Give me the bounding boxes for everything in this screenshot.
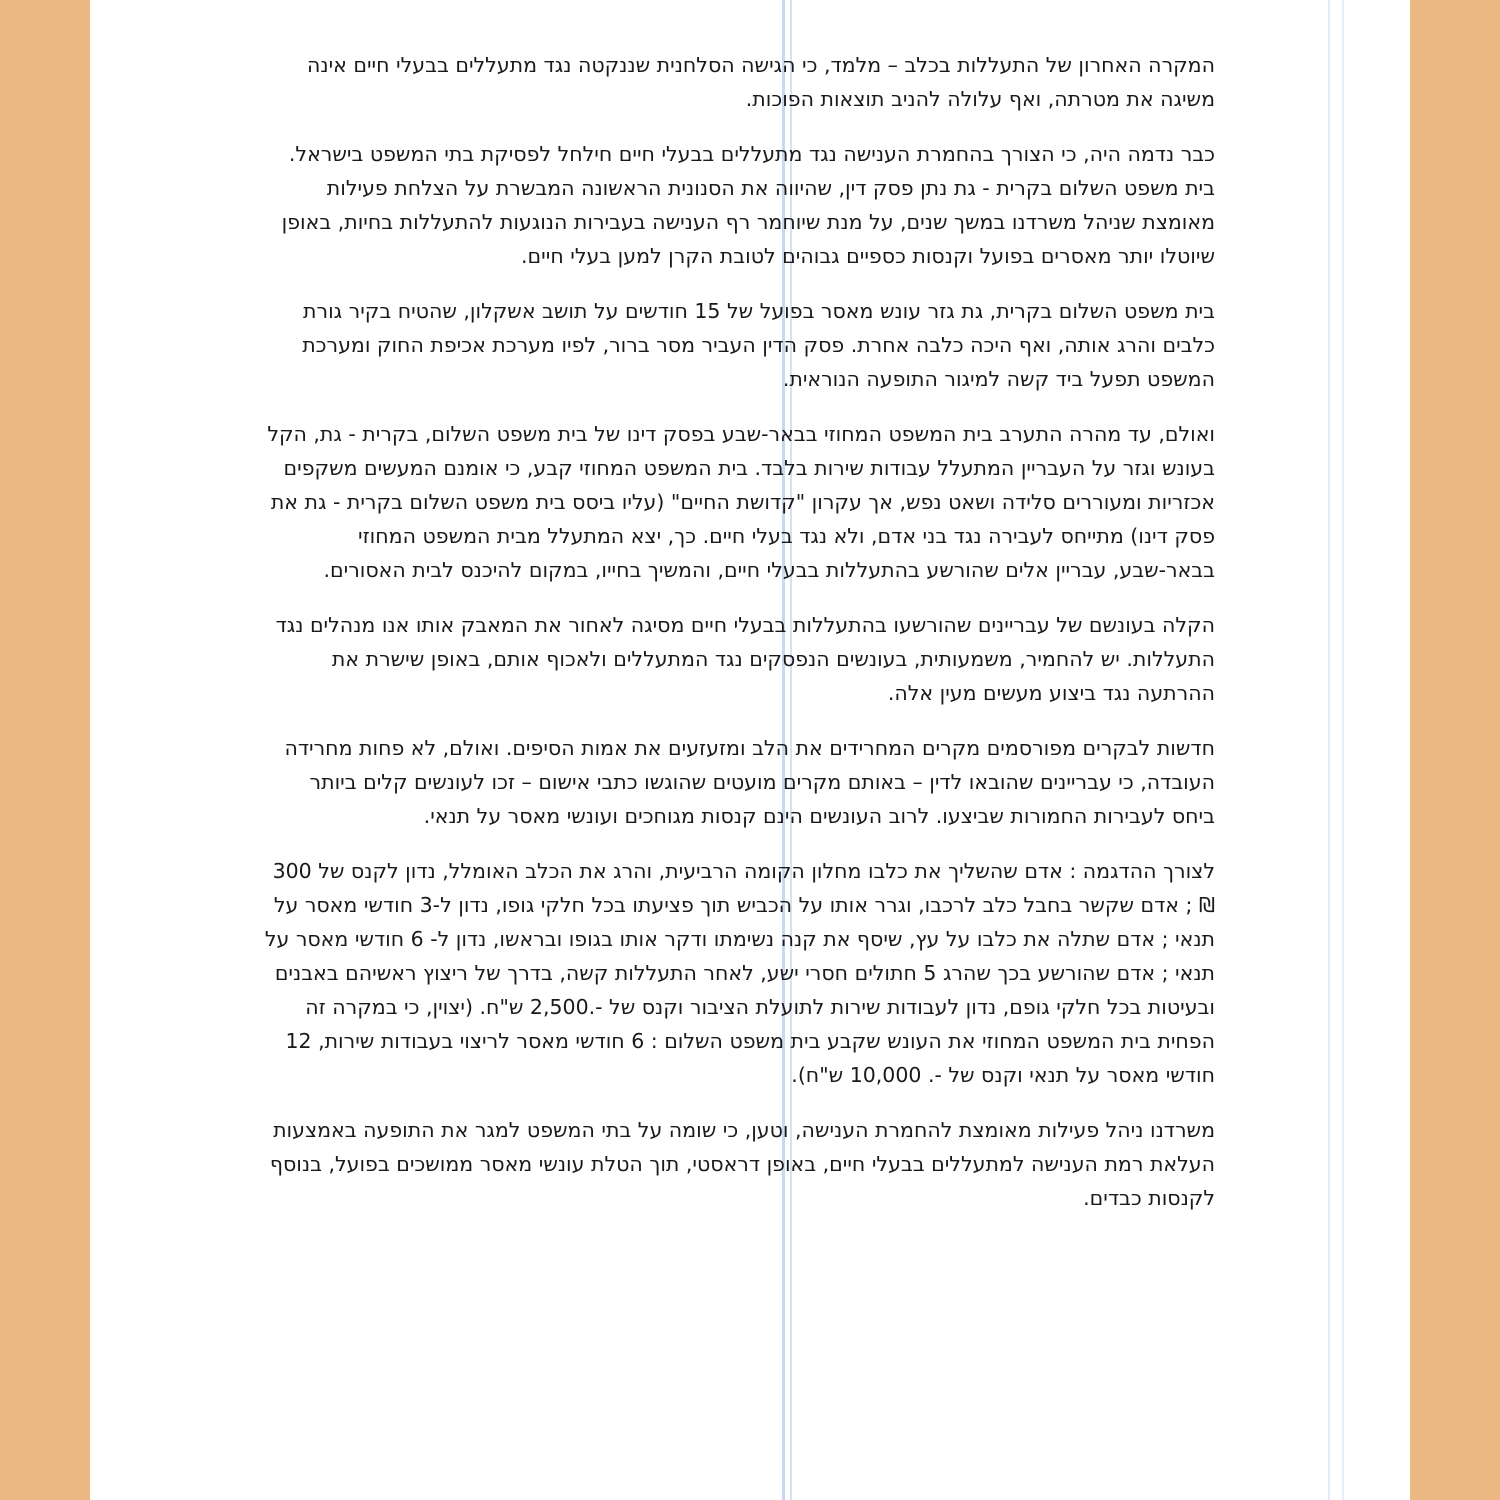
paragraph-5: הקלה בעונשם של עבריינים שהורשעו בהתעללות בבעלי חיים מסיגה לאחור את המאבק אותו אנו מנהלים נגד התעללות. יש להחמיר, משמעותית, בעונשים הנפסקים נגד המתעללים ולאכוף אותם, באופן שישרת את ההרתעה נגד ביצוע מעשים מעין אלה. (275, 613, 1215, 705)
scan-line (1328, 0, 1330, 1500)
paragraph-3: בית משפט השלום בקרית, גת גזר עונש מאסר בפועל של 15 חודשים על תושב אשקלון, שהטיח בקיר גורת כלבים והרג אותה, ואף היכה כלבה אחרת. פסק הדין העביר מסר ברור, לפיו מערכת אכיפת החוק ומערכת המשפט תפעל ביד קשה למיגור התופעה הנוראית. (302, 299, 1215, 391)
paragraph-2: כבר נדמה היה, כי הצורך בהחמרת הענישה נגד מתעללים בבעלי חיים חילחל לפסיקת בתי המשפט בישראל. בית משפט השלום בקרית - גת נתן פסק דין, שהיווה את הסנונית הראשונה המבשרת על הצלחת פעילות מאומצת שניהל משרדנו במשך שנים, על מנת שיוחמר רף הענישה בעבירות הנוגעות להתעללות בחיות, באופן שיוטלו יותר מאסרים בפועל וקנסות כספיים גבוהים לטובת הקרן למען בעלי חיים. (281, 142, 1215, 268)
paragraph-4: ואולם, עד מהרה התערב בית המשפט המחוזי בבאר-שבע בפסק דינו של בית משפט השלום, בקרית - גת, הקל בעונש וגזר על העבריין המתעלל עבודות שירות בלבד. בית המשפט המחוזי קבע, כי אומנם המעשים משקפים אכזריות ומעוררים סלידה ושאט נפש, אך עקרון "קדושת החיים" (עליו ביסס בית משפט השלום בקרית - גת את פסק דינו) מתייחס לעבירה נגד בני אדם, ולא נגד בעלי חיים. כך, יצא המתעלל מבית המשפט המחוזי בבאר-שבע, עבריין אלים שהורשע בהתעללות בבעלי חיים, והמשיך בחייו, במקום להיכנס לבית האסורים. (267, 422, 1215, 582)
document-body (260, 48, 1215, 1236)
paragraph-8: משרדנו ניהל פעילות מאומצת להחמרת הענישה, וטען, כי שומה על בתי המשפט למגר את התופעה באמצעות העלאת רמת הענישה למתעללים בבעלי חיים, באופן דראסטי, תוך הטלת עונשי מאסר ממושכים בפועל, בנוסף לקנסות כבדים. (269, 1118, 1215, 1210)
paragraph-1: המקרה האחרון של התעללות בכלב – מלמד, כי הגישה הסלחנית שננקטה נגד מתעללים בבעלי חיים אינה משיגה את מטרתה, ואף עלולה להניב תוצאות הפוכות. (306, 53, 1215, 111)
document-page (90, 0, 1410, 1500)
scan-line (1342, 0, 1344, 1500)
paragraph-6: חדשות לבקרים מפורסמים מקרים המחרידים את הלב ומזעזעים את אמות הסיפים. ואולם, לא פחות מחרידה העובדה, כי עבריינים שהובאו לדין – באותם מקרים מועטים שהוגשו כתבי אישום – זכו לעונשים קלים ביותר ביחס לעבירות החמורות שביצעו. לרוב העונשים הינם קנסות מגוחכים ועונשי מאסר על תנאי. (284, 736, 1215, 828)
paragraph-7: לצורך ההדגמה : אדם שהשליך את כלבו מחלון הקומה הרביעית, והרג את הכלב האומלל, נדון לקנס של 300 ₪ ; אדם שקשר בחבל כלב לרכבו, וגרר אותו על הכביש תוך פציעתו בכל חלקי גופו, נדון ל-3 חודשי מאסר על תנאי ; אדם שתלה את כלבו על עץ, שיסף את קנה נשימתו ודקר אותו בגופו ובראשו, נדון ל- 6 חודשי מאסר על תנאי ; אדם שהורשע בכך שהרג 5 חתולים חסרי ישע, לאחר התעללות קשה, בדרך של ריצוץ ראשיהם באבנים ובעיטות בכל חלקי גופם, נדון לעבודות שירות לתועלת הציבור וקנס של -.2,500 ש"ח. (יצוין, כי במקרה זה הפחית בית המשפט המחוזי את העונש שקבע בית משפט השלום : 6 חודשי מאסר לריצוי בעבודות שירות, 12 חודשי מאסר על תנאי וקנס של -. 10,000 ש"ח). (264, 859, 1215, 1087)
